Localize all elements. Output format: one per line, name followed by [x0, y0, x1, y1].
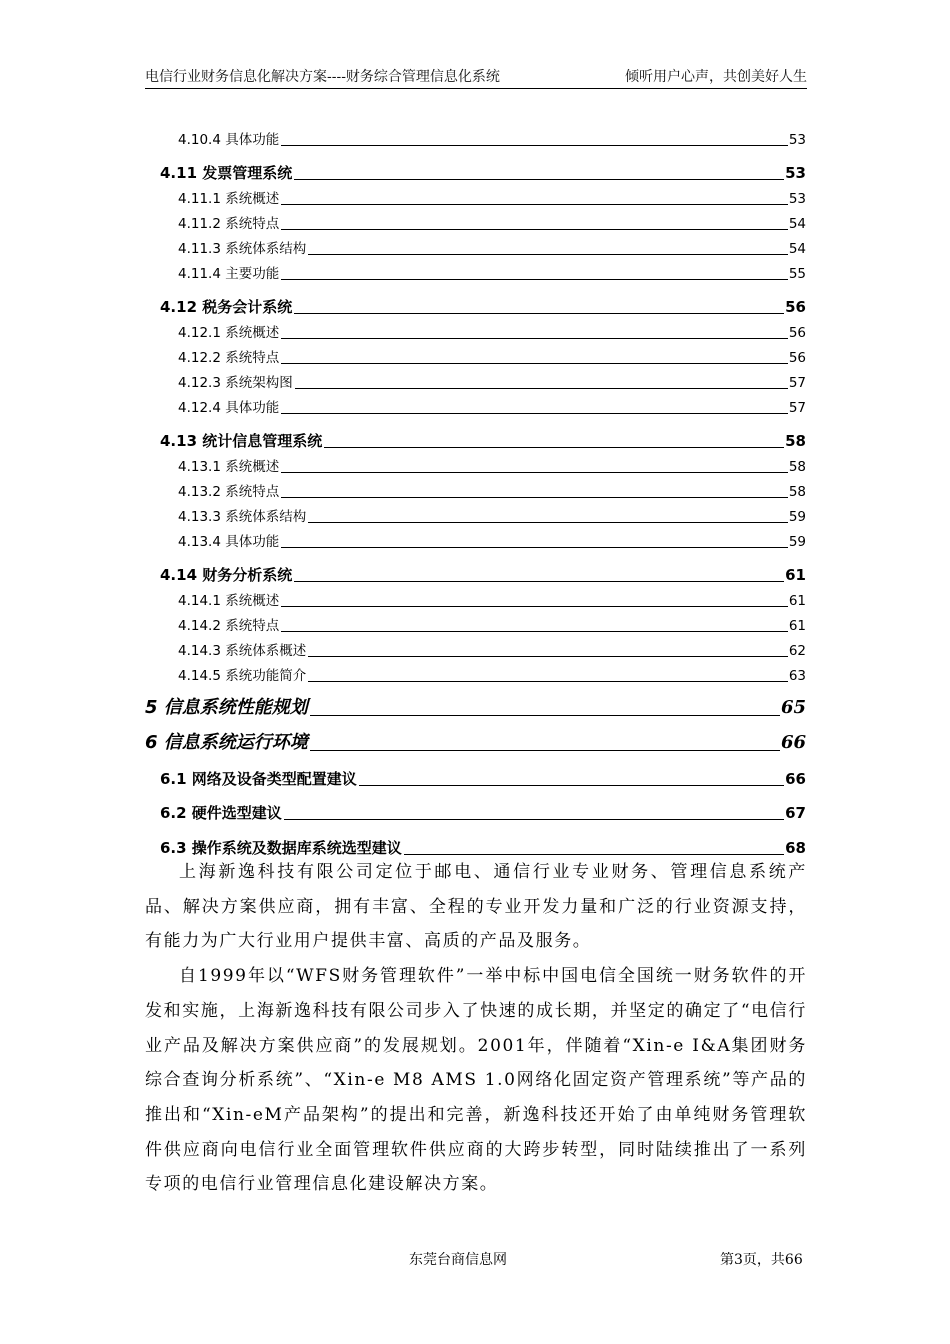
toc-leader-line [310, 750, 780, 751]
toc-entry[interactable] [178, 186, 806, 208]
toc-entry-page: 58 [785, 432, 806, 450]
header-doc-title: 电信行业财务信息化解决方案----财务综合管理信息化系统 [145, 69, 500, 85]
toc-entry-page: 53 [785, 164, 806, 182]
toc-entry-title: 6 信息系统运行环境 [145, 732, 308, 753]
toc-leader-line [294, 581, 784, 582]
toc-entry-title: 4.14.1 系统概述 [178, 592, 280, 609]
header-slogan: 倾听用户心声，共创美好人生 [625, 69, 807, 85]
toc-entry-title: 4.11.2 系统特点 [178, 215, 280, 232]
paragraph: 自1999年以“WFS财务管理软件”一举中标中国电信全国统一财务软件的开发和实施，上海新逸科技有限公司步入了快速的成长期，并坚定的确定了“电信行业产品及解决方案供应商”的发展规划。2001年，伴随着“Xin-e I&A集团财务综合查询分析系统”、“Xin-e M8 AMS 1.0网络化固定资产管理系统”等产品的推出和“Xin-eM产品架构”的提出和完善，新逸科技还开始了由单纯财务管理软件供应商向电信行业全面管理软件供应商的大跨步转型，同时陆续推出了一系列专项的电信行业管理信息化建设解决方案。 [145, 966, 807, 1195]
toc-leader-line [281, 547, 788, 548]
toc-entry[interactable] [178, 454, 806, 476]
toc-entry[interactable] [145, 732, 806, 754]
toc-entry-page: 54 [788, 240, 806, 257]
toc-entry-page: 55 [788, 265, 806, 282]
toc-entry-title: 4.11 发票管理系统 [160, 164, 293, 182]
toc-entry-page: 54 [788, 215, 806, 232]
toc-entry-title: 4.11.4 主要功能 [178, 265, 280, 282]
toc-leader-line [324, 447, 784, 448]
toc-entry-page: 58 [788, 483, 806, 500]
toc-leader-line [281, 497, 788, 498]
toc-leader-line [281, 413, 788, 414]
toc-entry-title: 4.12.4 具体功能 [178, 399, 280, 416]
toc-entry[interactable] [178, 261, 806, 283]
toc-entry-title: 4.14.2 系统特点 [178, 617, 280, 634]
toc-entry[interactable] [160, 161, 806, 183]
toc-leader-line [308, 656, 788, 657]
toc-leader-line [281, 145, 788, 146]
toc-entry-page: 56 [788, 324, 806, 341]
toc-leader-line [281, 229, 788, 230]
toc-entry-page: 57 [788, 399, 806, 416]
toc-entry[interactable] [178, 395, 806, 417]
toc-entry[interactable] [160, 295, 806, 317]
toc-entry[interactable] [178, 211, 806, 233]
toc-entry-page: 58 [788, 458, 806, 475]
toc-entry-title: 4.11.3 系统体系结构 [178, 240, 307, 257]
toc-entry-page: 61 [785, 566, 806, 584]
page-header [145, 66, 807, 89]
toc-leader-line [281, 204, 788, 205]
toc-entry-page: 59 [788, 508, 806, 525]
toc-leader-line [281, 472, 788, 473]
toc-leader-line [281, 631, 788, 632]
toc-entry-page: 62 [788, 642, 806, 659]
toc-entry-title: 5 信息系统性能规划 [145, 697, 308, 718]
toc-entry-title: 4.13.3 系统体系结构 [178, 508, 307, 525]
toc-entry-title: 4.13.1 系统概述 [178, 458, 280, 475]
toc-entry[interactable] [178, 638, 806, 660]
toc-entry-title: 4.14.5 系统功能简介 [178, 667, 307, 684]
footer-page-number: 第3页，共66 [720, 1252, 803, 1268]
body-text [145, 855, 807, 1202]
toc-entry-page: 53 [788, 190, 806, 207]
toc-entry-title: 4.11.1 系统概述 [178, 190, 280, 207]
toc-entry-title: 4.14 财务分析系统 [160, 566, 293, 584]
toc-entry[interactable] [160, 429, 806, 451]
toc-entry-page: 65 [780, 697, 806, 718]
toc-entry-page: 59 [788, 533, 806, 550]
toc-entry-page: 67 [785, 804, 806, 822]
toc-entry-title: 4.12.2 系统特点 [178, 349, 280, 366]
toc-entry-page: 56 [785, 298, 806, 316]
toc-leader-line [281, 606, 788, 607]
toc-leader-line [359, 785, 784, 786]
toc-entry[interactable] [145, 697, 806, 719]
toc-entry[interactable] [178, 320, 806, 342]
toc-entry[interactable] [178, 236, 806, 258]
toc-entry-page: 63 [788, 667, 806, 684]
toc-leader-line [281, 363, 788, 364]
toc-entry-page: 66 [785, 770, 806, 788]
toc-leader-line [308, 681, 788, 682]
toc-leader-line [284, 819, 784, 820]
toc-entry[interactable] [178, 504, 806, 526]
toc-entry-title: 4.10.4 具体功能 [178, 131, 280, 148]
toc-entry[interactable] [160, 801, 806, 823]
toc-entry-title: 6.2 硬件选型建议 [160, 804, 282, 822]
footer-site-name: 东莞台商信息网 [409, 1252, 507, 1268]
toc-leader-line [310, 715, 780, 716]
toc-entry[interactable] [178, 613, 806, 635]
toc-entry-page: 56 [788, 349, 806, 366]
toc-entry-page: 57 [788, 374, 806, 391]
toc-entry-title: 4.12 税务会计系统 [160, 298, 293, 316]
toc-entry[interactable] [178, 663, 806, 685]
toc-leader-line [281, 279, 788, 280]
toc-entry-page: 61 [788, 617, 806, 634]
toc-entry-page: 68 [785, 839, 806, 857]
toc-leader-line [281, 338, 788, 339]
toc-entry-title: 6.3 操作系统及数据库系统选型建议 [160, 839, 402, 857]
toc-entry[interactable] [178, 588, 806, 610]
toc-entry-page: 53 [788, 131, 806, 148]
toc-entry[interactable] [178, 479, 806, 501]
toc-entry[interactable] [178, 529, 806, 551]
toc-leader-line [308, 522, 788, 523]
toc-leader-line [294, 313, 784, 314]
toc-leader-line [294, 179, 784, 180]
paragraph: 上海新逸科技有限公司定位于邮电、通信行业专业财务、管理信息系统产品、解决方案供应商，拥有丰富、全程的专业开发力量和广泛的行业资源支持，有能力为广大行业用户提供丰富、高质的产品及服务。 [145, 862, 807, 952]
toc-entry[interactable] [178, 370, 806, 392]
toc-entry-title: 4.12.1 系统概述 [178, 324, 280, 341]
toc-entry-title: 4.13.4 具体功能 [178, 533, 280, 550]
toc-entry[interactable] [160, 767, 806, 789]
toc-entry-title: 4.12.3 系统架构图 [178, 374, 293, 391]
toc-entry[interactable] [178, 345, 806, 367]
toc-entry-title: 6.1 网络及设备类型配置建议 [160, 770, 357, 788]
toc-entry[interactable] [160, 563, 806, 585]
toc-leader-line [308, 254, 788, 255]
toc-entry-title: 4.13 统计信息管理系统 [160, 432, 323, 450]
toc-leader-line [295, 388, 788, 389]
toc-entry[interactable] [178, 127, 806, 149]
toc-entry-page: 61 [788, 592, 806, 609]
toc-entry-page: 66 [780, 732, 806, 753]
toc-entry-title: 4.14.3 系统体系概述 [178, 642, 307, 659]
toc-entry-title: 4.13.2 系统特点 [178, 483, 280, 500]
